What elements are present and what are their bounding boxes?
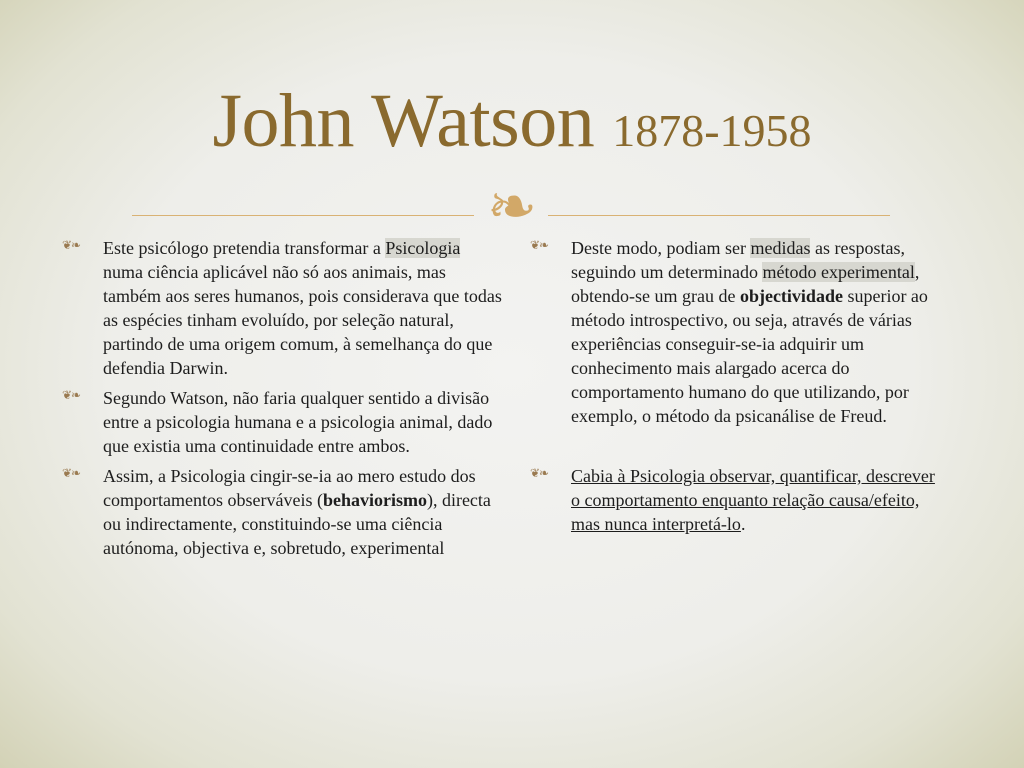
left-column: [62, 236, 502, 566]
title-years: 1878-1958: [612, 105, 812, 156]
bullet-flower-icon: ❦❧: [62, 388, 81, 402]
flourish-icon: ❧: [486, 174, 538, 240]
highlighted-term: Psicologia: [385, 238, 461, 258]
list-item: ❦❧ Cabia à Psicologia observar, quantificar, descrever o comportamento enquanto relação causa/efeito, mas nunca interpretá-lo.: [530, 466, 935, 534]
divider-right: [548, 215, 890, 216]
highlighted-term: medidas: [750, 238, 811, 258]
bold-term: behaviorismo: [322, 490, 427, 510]
right-column: [530, 236, 942, 542]
title-name: John Watson: [212, 79, 595, 163]
bullet-flower-icon: ❦❧: [530, 238, 549, 252]
list-item: ❦❧ Segundo Watson, não faria qualquer sentido a divisão entre a psicologia humana e a psicologia animal, dado que existia uma continuidade entre ambos.: [62, 388, 493, 456]
bullet-flower-icon: ❦❧: [530, 466, 549, 480]
list-item: ❦❧ Deste modo, podiam ser medidas as respostas, seguindo um determinado método experimental, obtendo-se um grau de objectividade superior ao método introspectivo, ou seja, através de várias experiências conseguir-se-ia adquirir um conhecimento mais alargado acerca do comportamento humano do que utilizando, por exemplo, o método da psicanálise de Freud.: [530, 238, 928, 426]
underlined-text: Cabia à Psicologia observar, quantificar, descrever o comportamento enquanto relação causa/efeito, mas nunca interpretá-lo: [571, 466, 935, 534]
bold-term: objectividade: [739, 286, 843, 306]
list-item: ❦❧ Assim, a Psicologia cingir-se-ia ao mero estudo dos comportamentos observáveis (behaviorismo), directa ou indirectamente, constituindo-se uma ciência autónoma, objectiva e, sobretudo, experimental: [62, 466, 491, 558]
slide-title: [0, 78, 1024, 165]
bullet-flower-icon: ❦❧: [62, 238, 81, 252]
bullet-flower-icon: ❦❧: [62, 466, 81, 480]
list-item: ❦❧ Este psicólogo pretendia transformar a Psicologia numa ciência aplicável não só aos animais, mas também aos seres humanos, pois considerava que todas as espécies tinham evoluído, por seleção natural, partindo de uma origem comum, à semelhança do que defendia Darwin.: [62, 238, 502, 378]
highlighted-term: método experimental: [762, 262, 915, 282]
divider-left: [132, 215, 474, 216]
